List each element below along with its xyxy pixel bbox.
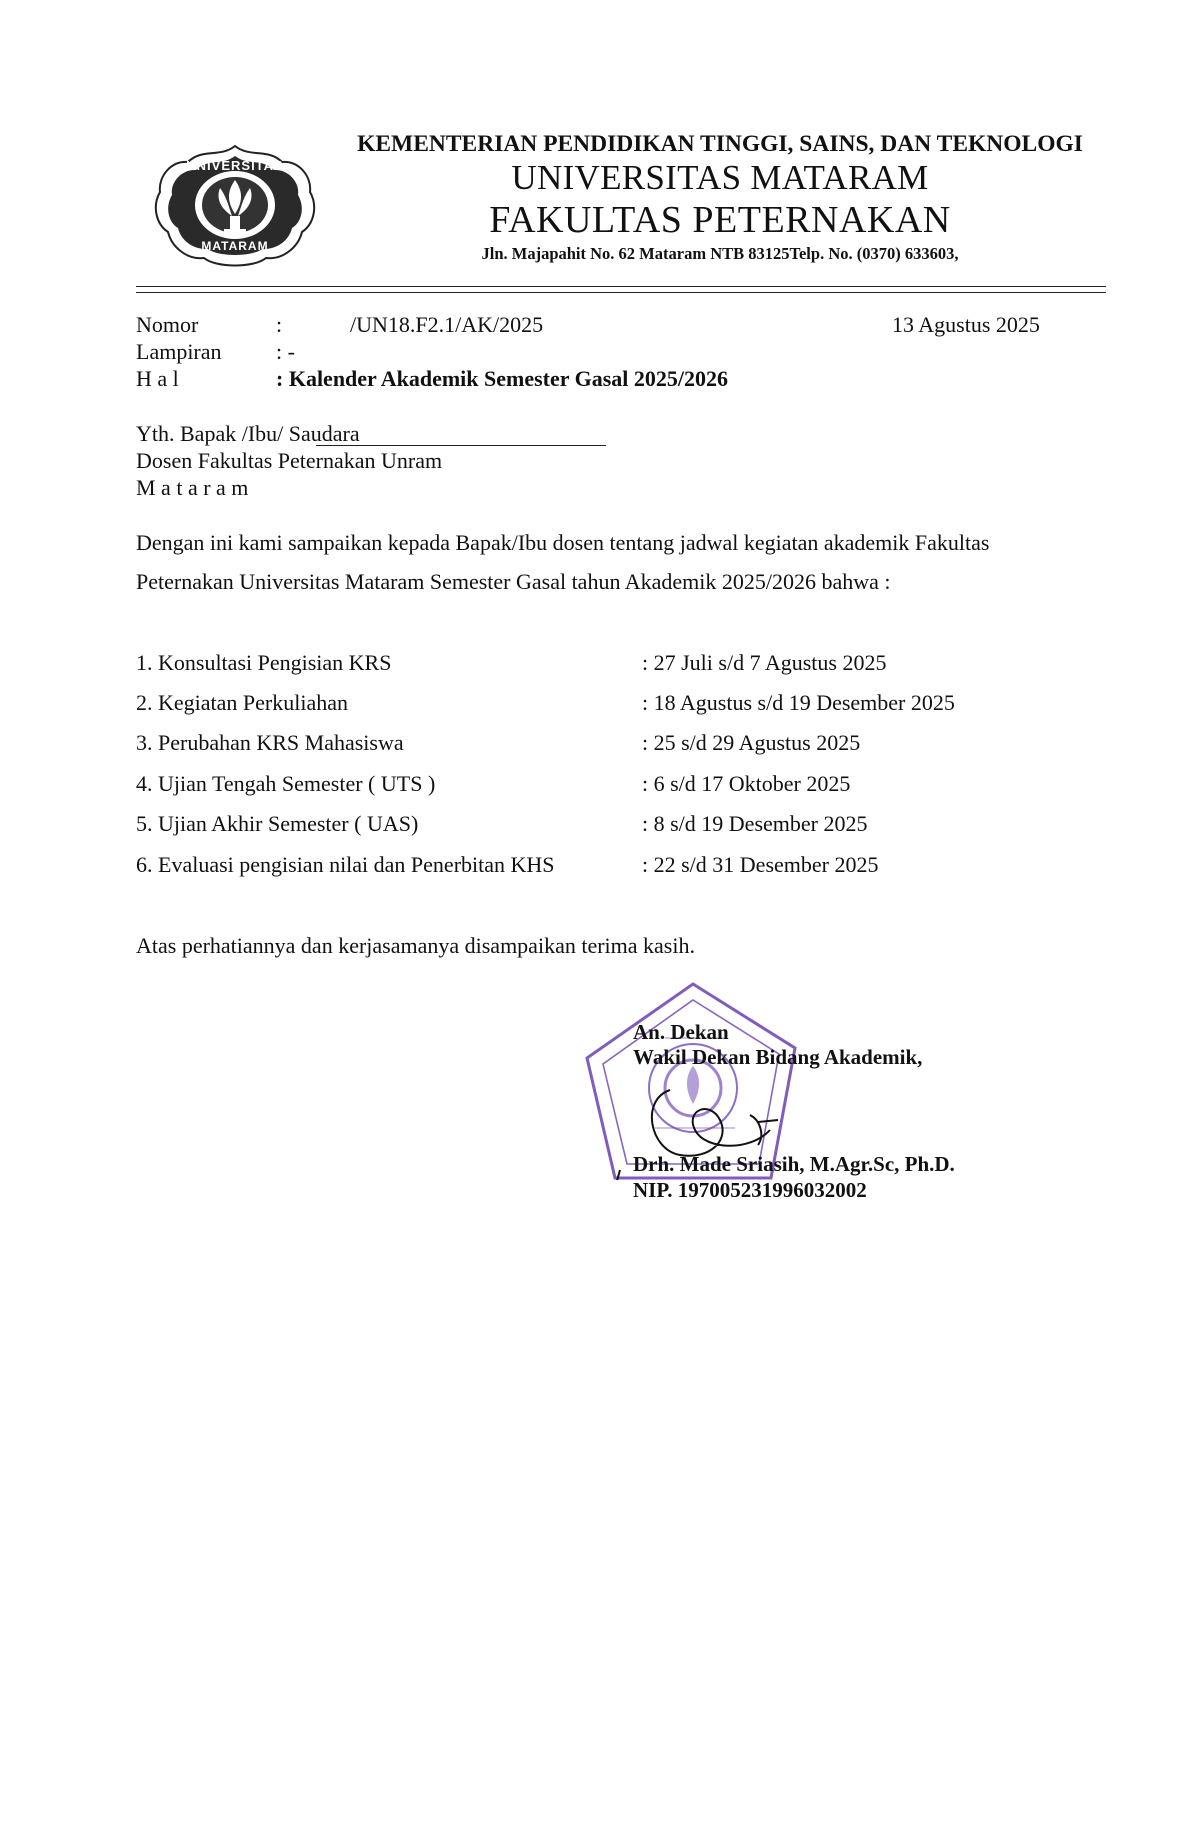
signature-line-2: Wakil Dekan Bidang Akademik, [633,1045,923,1069]
schedule-label: 6. Evaluasi pengisian nilai dan Penerbitan KHS [136,852,555,877]
ministry-name: KEMENTERIAN PENDIDIKAN TINGGI, SAINS, DAN TEKNOLOGI [357,131,1083,157]
schedule-label: 4. Ujian Tengah Semester ( UTS ) [136,771,436,796]
closing-text: Atas perhatiannya dan kerjasamanya disampaikan terima kasih. [136,933,695,958]
faculty-address: Jln. Majapahit No. 62 Mataram NTB 83125Telp. No. (0370) 633603, [481,244,959,263]
nomor-value: /UN18.F2.1/AK/2025 [350,312,544,337]
faculty-name: FAKULTAS PETERNAKAN [489,199,951,241]
university-name: UNIVERSITAS MATARAM [511,158,929,197]
intro-line-1: Dengan ini kami sampaikan kepada Bapak/Ibu dosen tentang jadwal kegiatan akademik Fakultas [136,530,990,555]
recipient-line-2: Dosen Fakultas Peternakan Unram [136,448,443,473]
schedule-value: : 6 s/d 17 Oktober 2025 [642,771,851,796]
schedule-value: : 27 Juli s/d 7 Agustus 2025 [642,650,887,675]
recipient-line-3: M a t a r a m [136,475,249,500]
schedule-value: : 22 s/d 31 Desember 2025 [642,852,879,877]
schedule-value: : 18 Agustus s/d 19 Desember 2025 [642,690,955,715]
schedule-value: : 25 s/d 29 Agustus 2025 [642,730,861,755]
recipient-line-1: Yth. Bapak /Ibu/ Saudara [136,421,360,446]
signature-line-1: An. Dekan [633,1020,729,1044]
logo-text-bottom: MATARAM [201,239,269,253]
hal-value: : Kalender Akademik Semester Gasal 2025/2026 [276,366,729,391]
logo-text-top: UNIVERSITAS [186,158,284,173]
schedule-label: 2. Kegiatan Perkuliahan [136,690,348,715]
schedule-value: : 8 s/d 19 Desember 2025 [642,811,868,836]
lampiran-label: Lampiran [136,339,222,364]
letterhead-divider [136,286,1106,293]
signatory-name: Drh. Made Sriasih, M.Agr.Sc, Ph.D. [633,1152,955,1176]
university-logo [150,140,320,270]
hal-label: H a l [136,366,179,391]
nomor-colon: : [276,312,283,337]
nomor-label: Nomor [136,312,199,337]
recipient-blank-line [316,445,606,446]
letter-date: 13 Agustus 2025 [892,312,1040,337]
schedule-label: 3. Perubahan KRS Mahasiswa [136,730,404,755]
lampiran-value: : - [276,339,295,364]
schedule-label: 1. Konsultasi Pengisian KRS [136,650,392,675]
intro-line-2: Peternakan Universitas Mataram Semester Gasal tahun Akademik 2025/2026 bahwa : [136,569,891,594]
signatory-nip: NIP. 197005231996032002 [633,1178,867,1202]
schedule-label: 5. Ujian Akhir Semester ( UAS) [136,811,419,836]
